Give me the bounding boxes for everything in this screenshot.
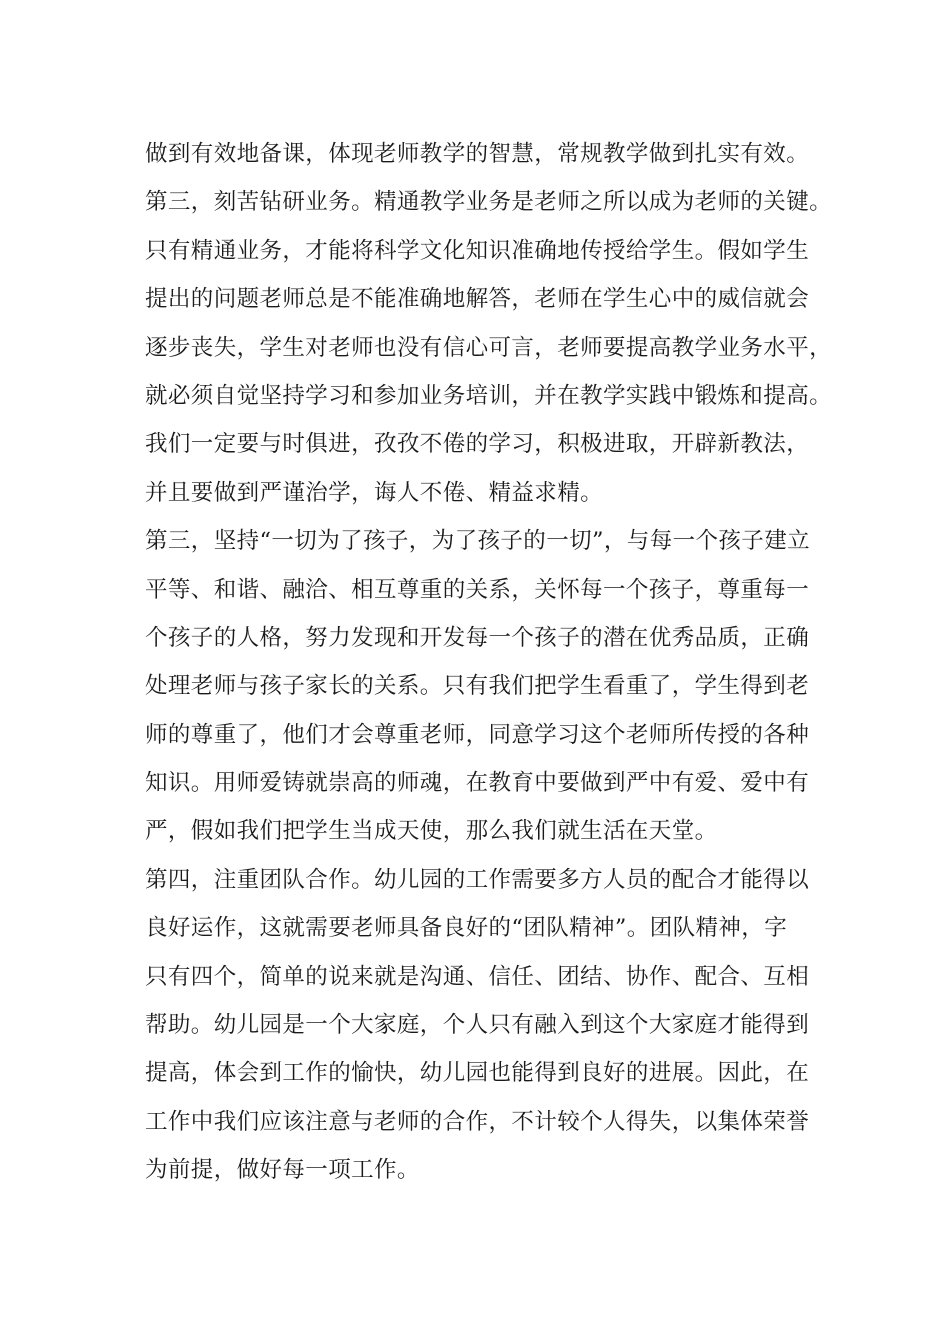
text-line: 做到有效地备课，体现老师教学的智慧，常规教学做到扎实有效。 — [145, 141, 810, 167]
text-line: 第三，坚持“一切为了孩子，为了孩子的一切”，与每一个孩子建立 — [145, 528, 811, 555]
text-line: 第四，注重团队合作。幼儿园的工作需要多方人员的配合才能得以 — [145, 866, 810, 893]
text-line: 处理老师与孩子家长的关系。只有我们把学生看重了，学生得到老 — [145, 673, 810, 700]
text-line: 知识。用师爱铸就崇高的师魂，在教育中要做到严中有爱、爱中有 — [145, 770, 810, 797]
text-line: 逐步丧失，学生对老师也没有信心可言，老师要提高教学业务水平， — [145, 334, 833, 361]
text-line: 我们一定要与时俱进，孜孜不倦的学习，积极进取，开辟新教法， — [145, 431, 810, 458]
text-line: 为前提，做好每一项工作。 — [145, 1157, 420, 1184]
text-line: 就必须自觉坚持学习和参加业务培训，并在教学实践中锻炼和提高。 — [145, 382, 833, 409]
text-line: 只有精通业务，才能将科学文化知识准确地传授给学生。假如学生 — [145, 237, 810, 264]
text-line: 个孩子的人格，努力发现和开发每一个孩子的潜在优秀品质，正确 — [145, 624, 810, 651]
text-line: 良好运作，这就需要老师具备良好的“团队精神”。团队精神，字 — [145, 915, 788, 942]
body-text — [145, 130, 833, 1195]
text-line: 帮助。幼儿园是一个大家庭，个人只有融入到这个大家庭才能得到 — [145, 1012, 810, 1039]
text-line: 师的尊重了，他们才会尊重老师，同意学习这个老师所传授的各种 — [145, 721, 810, 748]
text-line: 第三，刻苦钻研业务。精通教学业务是老师之所以成为老师的关键。 — [145, 189, 833, 216]
text-line: 严，假如我们把学生当成天使，那么我们就生活在天堂。 — [145, 818, 718, 845]
text-line: 平等、和谐、融洽、相互尊重的关系，关怀每一个孩子，尊重每一 — [145, 576, 810, 603]
text-line: 只有四个，简单的说来就是沟通、信任、团结、协作、配合、互相 — [145, 963, 810, 990]
text-line: 工作中我们应该注意与老师的合作，不计较个人得失，以集体荣誉 — [145, 1108, 810, 1135]
text-line: 提出的问题老师总是不能准确地解答，老师在学生心中的威信就会 — [145, 286, 810, 313]
text-line: 提高，体会到工作的愉快，幼儿园也能得到良好的进展。因此，在 — [145, 1060, 810, 1087]
text-line: 并且要做到严谨治学，诲人不倦、精益求精。 — [145, 479, 604, 506]
